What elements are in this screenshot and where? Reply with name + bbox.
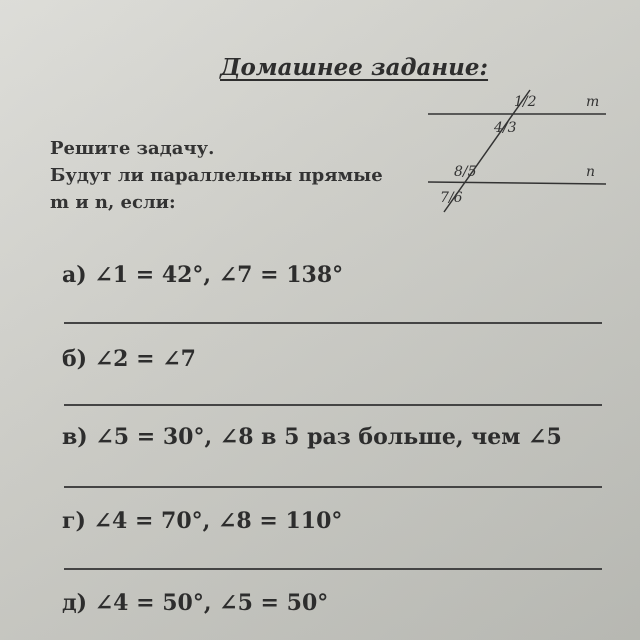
intro-line-3: m и n, если: (50, 192, 176, 213)
label-line-n: n (586, 164, 596, 180)
label-angles-7-6: 7/6 (440, 190, 463, 206)
label-angles-4-3: 4/3 (494, 120, 517, 136)
item-a: а) ∠1 = 42°, ∠7 = 138° (62, 262, 344, 288)
intro-line-2: Будут ли параллельны прямые (50, 165, 383, 186)
label-angles-1-2: 1/2 (514, 94, 537, 110)
line-n (428, 182, 606, 184)
item-g: г) ∠4 = 70°, ∠8 = 110° (62, 508, 343, 534)
label-line-m: m (586, 94, 600, 110)
answer-line-v[interactable] (64, 486, 602, 488)
intro-line-1: Решите задачу. (50, 138, 215, 159)
answer-line-a[interactable] (64, 322, 602, 324)
item-d: д) ∠4 = 50°, ∠5 = 50° (62, 590, 329, 616)
item-v: в) ∠5 = 30°, ∠8 в 5 раз больше, чем ∠5 (62, 424, 562, 450)
answer-line-b[interactable] (64, 404, 602, 406)
page-title: Домашнее задание: (220, 54, 489, 81)
answer-line-g[interactable] (64, 568, 602, 570)
label-angles-8-5: 8/5 (454, 164, 477, 180)
task-intro (50, 135, 383, 216)
item-b: б) ∠2 = ∠7 (62, 346, 196, 372)
parallel-lines-diagram (410, 88, 610, 218)
